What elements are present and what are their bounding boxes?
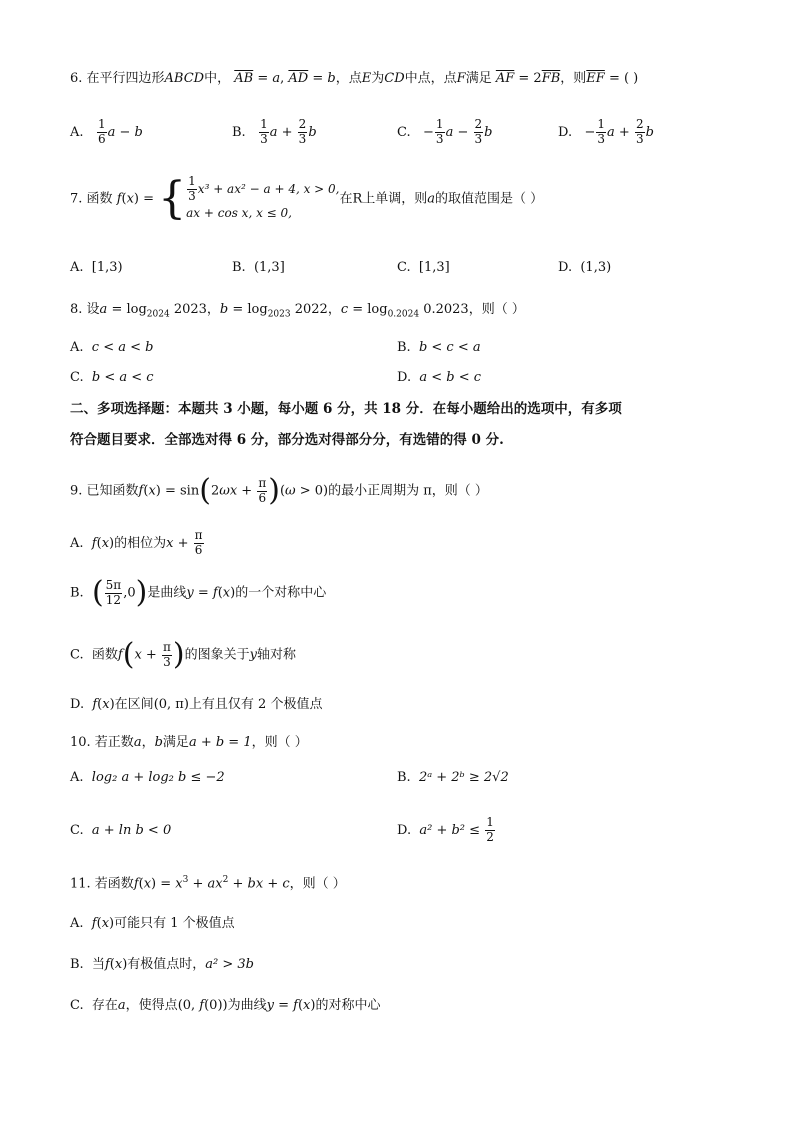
- q9-option-a[interactable]: A. f(x)的相位为x + $\frac{\pi}{6}$: [70, 528, 203, 557]
- q9-stem: 9. 已知函数f(x) = sin(2ωx + $\frac{\pi}{6}$ )(ω > 0)的最小正周期为 π，则（ ）: [70, 473, 488, 508]
- q10-option-d[interactable]: D. a² + b² ≤ $\frac{1}{2}$: [397, 815, 494, 844]
- q6-option-b[interactable]: B. $\frac{1}{3}$ a + $\frac{2}{3}$ b: [232, 117, 317, 146]
- q7-option-d[interactable]: D. (1,3): [558, 260, 612, 275]
- section2-heading-line1: 二、多项选择题：本题共 3 小题，每小题 6 分，共 18 分．在每小题给出的选项中，有多项: [70, 401, 622, 417]
- q9-option-b[interactable]: B. ( $\frac{5\pi}{12}$ ,0)是曲线y = f(x)的一个对称中心: [70, 575, 327, 610]
- q10-stem: 10. 若正数a，b满足a + b = 1，则（ ）: [70, 735, 308, 750]
- q10-option-c[interactable]: C. a + ln b < 0: [70, 823, 172, 838]
- q7-option-b[interactable]: B. (1,3]: [232, 260, 285, 275]
- q8-option-a[interactable]: A. c < a < b: [70, 340, 154, 355]
- section2-heading-line2: 符合题目要求．全部选对得 6 分，部分选对得部分分，有选错的得 0 分.: [70, 432, 504, 448]
- q11-option-c[interactable]: C. 存在a，使得点(0, f(0))为曲线y = f(x)的对称中心: [70, 998, 381, 1013]
- q11-stem: 11. 若函数$f(x) = x^3 + ax^2$ + bx + c，则（ ）: [70, 875, 346, 892]
- q6-stem: 6. 在平行四边形ABCD中， $\overline{AB} = a$, $\overline{AD} = b$，点E为CD中点，点F满足 $\overline{AF} = 2\overline{FB}$，则$\overline{EF}$ = ( ): [70, 71, 639, 86]
- q10-option-a[interactable]: A. log₂ a + log₂ b ≤ −2: [70, 770, 225, 785]
- q8-option-d[interactable]: D. a < b < c: [397, 370, 482, 385]
- q6-option-a[interactable]: A. $\frac{1}{6}$ a − b: [70, 117, 143, 146]
- q8-option-c[interactable]: C. b < a < c: [70, 370, 154, 385]
- q7-piecewise: $\frac{1}{3}$ x³ + ax² − a + 4, x > 0, ax + cos x, x ≤ 0,: [186, 174, 340, 220]
- q10-option-b[interactable]: B. 2ᵃ + 2ᵇ ≥ 2√2: [397, 770, 509, 785]
- q7-stem: 7. 函数 f(x) = { $\frac{1}{3}$ x³ + ax² − a + 4, x > 0, ax + cos x, x ≤ 0,在R上单调，则a的取值范围是（ ）: [70, 172, 544, 224]
- q9-option-c[interactable]: C. 函数f(x + $\frac{\pi}{3}$ )的图象关于y轴对称: [70, 637, 296, 672]
- q6-option-d[interactable]: D. − $\frac{1}{3}$ a + $\frac{2}{3}$ b: [558, 117, 654, 146]
- q7-option-c[interactable]: C. [1,3]: [397, 260, 450, 275]
- q9-option-d[interactable]: D. f(x)在区间(0, π)上有且仅有 2 个极值点: [70, 697, 323, 712]
- q11-option-a[interactable]: A. f(x)可能只有 1 个极值点: [70, 916, 235, 931]
- q8-stem: 8. 设$a = \log_{2024} 2023$，$b = \log_{2023} 2022$，$c = \log_{0.2024} 0.2023$，则（ ）: [70, 302, 525, 320]
- q6-option-c[interactable]: C. − $\frac{1}{3}$ a − $\frac{2}{3}$ b: [397, 117, 493, 146]
- q11-option-b[interactable]: B. 当f(x)有极值点时，a² > 3b: [70, 957, 255, 972]
- q8-option-b[interactable]: B. b < c < a: [397, 340, 481, 355]
- q7-option-a[interactable]: A. [1,3): [70, 260, 123, 275]
